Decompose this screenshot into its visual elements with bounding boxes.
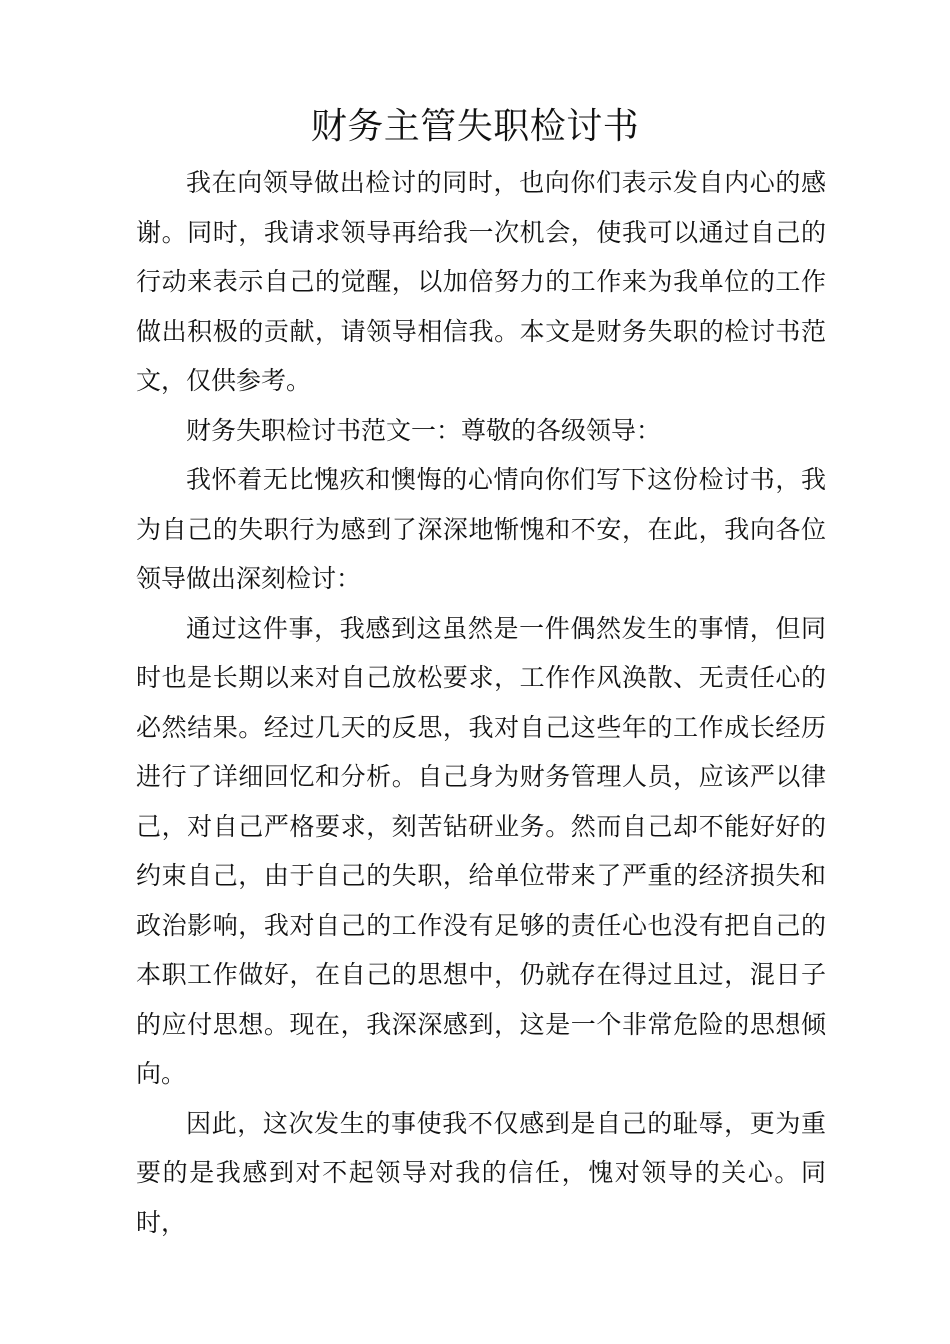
- paragraph-consequence: 因此，这次发生的事使我不仅感到是自己的耻辱，更为重要的是我感到对不起领导对我的信任，愧对领导的关心。同时，: [136, 1108, 826, 1237]
- paragraph-intro: 我在向领导做出检讨的同时，也向你们表示发自内心的感谢。同时，我请求领导再给我一次机会，使我可以通过自己的行动来表示自己的觉醒，以加倍努力的工作来为我单位的工作做出积极的贡献，请领导相信我。本文是财务失职的检讨书范文，仅供参考。: [136, 168, 826, 395]
- paragraph-salutation: 财务失职检讨书范文一：尊敬的各级领导：: [186, 415, 662, 445]
- document-title: 财务主管失职检讨书: [310, 106, 640, 147]
- document-body: [136, 158, 826, 1247]
- paragraph-opening: 我怀着无比愧疚和懊悔的心情向你们写下这份检讨书，我为自己的失职行为感到了深深地惭愧和不安，在此，我向各位领导做出深刻检讨：: [136, 465, 826, 593]
- paragraph-reflection: 通过这件事，我感到这虽然是一件偶然发生的事情，但同时也是长期以来对自己放松要求，工作作风涣散、无责任心的必然结果。经过几天的反思，我对自己这些年的工作成长经历进行了详细回忆和分析。自己身为财务管理人员，应该严以律己，对自己严格要求，刻苦钻研业务。然而自己却不能好好的约束自己，由于自己的失职，给单位带来了严重的经济损失和政治影响，我对自己的工作没有足够的责任心也没有把自己的本职工作做好，在自己的思想中，仍就存在得过且过，混日子的应付思想。现在，我深深感到，这是一个非常危险的思想倾向。: [136, 613, 826, 1088]
